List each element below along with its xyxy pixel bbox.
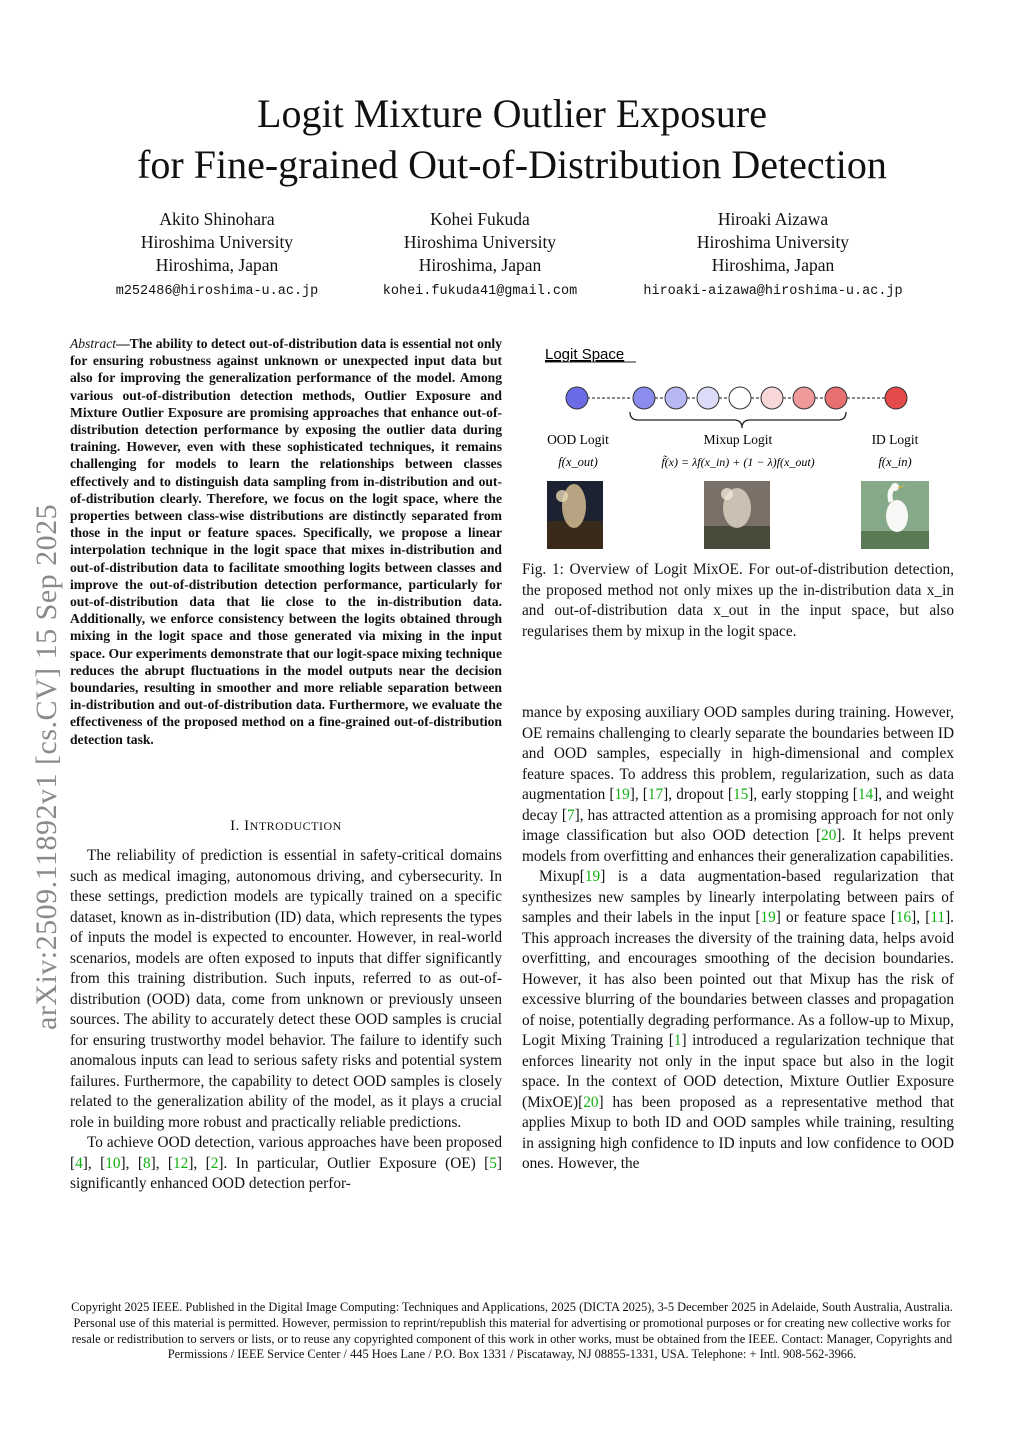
id-logit-label: ID Logit (871, 432, 919, 447)
title-line-2: for Fine-grained Out-of-Distribution Detection (137, 142, 887, 187)
citation-link[interactable]: 19 (584, 868, 601, 885)
author-location: Hiroshima, Japan (155, 255, 279, 275)
author-affiliation: Hiroshima University (403, 232, 557, 252)
citation-link[interactable]: 14 (857, 786, 874, 803)
intro-paragraph-2: To achieve OOD detection, various approaches have been proposed [4], [10], [8], [12], [2]. In particular, Outlier Exposure (OE) [5] significantly enhanced OOD detection perfor- (70, 1134, 502, 1192)
author-location: Hiroshima, Japan (418, 255, 542, 275)
author-name: Kohei Fukuda (430, 209, 530, 229)
logit-circle (566, 387, 588, 409)
logit-circle (665, 387, 687, 409)
author-name: Hiroaki Aizawa (717, 209, 829, 229)
abstract-text: The ability to detect out-of-distribution data is essential not only for ensuring robustness against unknown or unexpected input data but also for improving the generalization performance of the model. Among various out-of-distribution detection methods, Outlier Exposure and Mixture Outlier Exposure are promising approaches that enhance out-of-distribution detection performance by exposing the outlier data during training. However, even with these sophisticated techniques, it remains challenging for models to learn the relationships between classes effectively and to distinguish data sampling from in-distribution and out-of-distribution clearly. Therefore, we focus on the logit space, where the properties between class-wise distributions are distinctly separated from those in the input or feature spaces. Specifically, we propose a linear interpolation technique in the logit space that mixes in-distribution and out-of-distribution data to facilitate smoothing logits between classes and improve the out-of-distribution detection performance, particularly for out-of-distribution data that lie close to the in-distribution data. Additionally, we enforce consistency between the logits obtained through mixing in the logit space and those generated via mixing in the input space. Our experiments demonstrate that our logit-space mixing technique reduces the abrupt fluctuations in the model outputs near the decision boundaries, resulting in smoother and more reliable separation between in-distribution and out-of-distribution data. Furthermore, we evaluate the effectiveness of the proposed method on a fine-grained out-of-distribution detection task. (70, 336, 502, 747)
logit-circle (825, 387, 847, 409)
author-3 (618, 208, 928, 303)
figure-1-logit-space (522, 336, 954, 554)
arxiv-identifier: arXiv:2509.11892v1 [cs.CV] 15 Sep 2025 (30, 503, 63, 1030)
citation-link[interactable]: 11 (930, 909, 946, 926)
id-formula: f(x_in) (878, 455, 912, 469)
copyright-notice: Copyright 2025 IEEE. Published in the Digital Image Computing: Techniques and Applications, 2025 (DICTA 2025), 3-5 December 2025 in Adelaide, South Australia, Australia. Personal use of this material is permitted. However, permission to reprint/republish this material for advertising or promotional purposes or for creating new collective works for resale or redistribution to servers or lists, or to reuse any copyrighted component of this work in other works, must be obtained from the IEEE. Contact: Manager, Copyrights and Permissions / IEEE Service Center / 445 Hoes Lane / P.O. Box 1331 / Piscataway, NJ 08855-1331, USA. Telephone: + Intl. 908-562-3966. (71, 1300, 953, 1362)
ood-formula: f(x_out) (558, 455, 598, 469)
ood-image (547, 481, 603, 549)
author-1 (97, 208, 337, 303)
section-heading-introduction: I. INTRODUCTION (230, 818, 342, 834)
citation-link[interactable]: 5 (489, 1154, 497, 1172)
mixup-formula: f̃(x) = λf(x_in) + (1 − λ)f(x_out) (661, 455, 815, 469)
abstract-label: Abstract (70, 336, 117, 351)
citation-link[interactable]: 15 (732, 786, 749, 803)
intro-paragraph-4: Mixup[19] is a data augmentation-based regularization that synthesizes new samples by linearly interpolating between pairs of samples and their labels in the input [19] or feature space [16], [11]. This approach increases the diversity of the training data, helps avoid overfitting, and encourages smoothing of the decision boundaries. However, it has also been pointed out that Mixup has the risk of excessive blurring of the boundaries between classes and propagation of noise, potentially degrading performance. As a follow-up to Mixup, Logit Mixing Training [1] introduced a regularization technique that enforces linearity not only in the input space but also in the logit space. In the context of OOD detection, Mixture Outlier Exposure (MixOE)[20] has been proposed as a representative method that applies Mixup to both ID and OOD samples while training, resulting in assigning high confidence to ID inputs and low confidence to OOD ones. However, the (522, 868, 954, 1172)
intro-paragraph-1: The reliability of prediction is essential in safety-critical domains such as medical imaging, autonomous driving, and cybersecurity. In these settings, prediction models are typically trained on a specific dataset, known as in-distribution (ID) data, which represents the types of inputs the model is expected to encounter. However, in real-world scenarios, models are often exposed to inputs that differ significantly from this training distribution. Such inputs, referred to as out-of-distribution (OOD) data, come from unknown or previously unseen sources. The ability to accurately detect these OOD samples is crucial for ensuring trustworthy model behavior. The failure to identify such anomalous inputs can lead to serious safety risks and potential system failures. Furthermore, the capability to detect OOD samples is closely related to the generalization ability of the model, as it plays a crucial role in building more robust and practically reliable predictions. (70, 847, 502, 1131)
logit-circle (761, 387, 783, 409)
id-image (861, 481, 929, 549)
caption-label: Fig. 1: (522, 561, 564, 578)
citation-link[interactable]: 8 (142, 1154, 151, 1172)
intro-paragraph-3: mance by exposing auxiliary OOD samples during training. However, OE remains challenging to clearly separate the boundaries between ID and OOD samples, especially in high-dimensional and complex feature spaces. To address this problem, regularization, such as data augmentation [19], [17], dropout [15], early stopping [14], and weight decay [7], has attracted attention as a promising approach for not only image classification but also OOD detection [20]. It helps prevent models from overfitting and enhances their generalization capabilities. (522, 704, 954, 865)
logit-circle (729, 387, 751, 409)
mixup-image (704, 481, 770, 549)
mixup-brace (630, 412, 846, 428)
figure-title: Logit Space (545, 346, 625, 363)
citation-link[interactable]: 1 (673, 1032, 682, 1049)
citation-link[interactable]: 10 (105, 1154, 121, 1172)
introduction-right-column (522, 703, 954, 1175)
ood-logit-label: OOD Logit (547, 432, 609, 447)
paper-title (0, 88, 1024, 190)
author-2 (360, 208, 600, 303)
figure-1-caption (522, 560, 954, 642)
caption-text: Overview of Logit MixOE. For out-of-distribution detection, the proposed method not only mixes up the in-distribution data x_in and out-of-distribution data x_out in the input space, but also regularises them by mixup in the logit space. (522, 561, 955, 640)
author-email[interactable]: m252486@hiroshima-u.ac.jp (115, 284, 319, 299)
mixup-logit-label: Mixup Logit (703, 432, 773, 447)
citation-link[interactable]: 17 (647, 786, 664, 803)
citation-link[interactable]: 20 (821, 827, 837, 844)
logit-circle (633, 387, 655, 409)
logit-circle (885, 387, 907, 409)
citation-link[interactable]: 7 (566, 806, 575, 824)
title-line-1: Logit Mixture Outlier Exposure (257, 91, 767, 136)
author-affiliation: Hiroshima University (140, 232, 294, 252)
logit-circle (793, 387, 815, 409)
citation-link[interactable]: 4 (75, 1154, 83, 1172)
author-location: Hiroshima, Japan (711, 255, 835, 275)
logit-circle (697, 387, 719, 409)
citation-link[interactable]: 19 (614, 786, 630, 803)
introduction-left-column (70, 846, 502, 1195)
citation-link[interactable]: 16 (895, 909, 912, 926)
author-email[interactable]: kohei.fukuda41@gmail.com (382, 284, 578, 299)
citation-link[interactable]: 20 (583, 1093, 599, 1111)
citation-link[interactable]: 2 (210, 1154, 219, 1172)
citation-link[interactable]: 12 (173, 1154, 189, 1172)
author-name: Akito Shinohara (159, 209, 275, 229)
citation-link[interactable]: 19 (760, 909, 776, 926)
abstract: Abstract—The ability to detect out-of-distribution data is essential not only for ensuring robustness against unknown or unexpected input data but also for improving the generalization performance of the model. Among various out-of-distribution detection methods, Outlier Exposure and Mixture Outlier Exposure are promising approaches that enhance out-of-distribution detection performance by exposing the outlier data during training. However, even with these sophisticated techniques, it remains challenging for models to learn the relationships between classes effectively and to distinguish data sampling from in-distribution and out-of-distribution clearly. Therefore, we focus on the logit space, where the properties between class-wise distributions are distinctly separated from those in the input or feature spaces. Specifically, we propose a linear interpolation technique in the logit space that mixes in-distribution and out-of-distribution data to facilitate smoothing logits between classes and improve the out-of-distribution detection performance, particularly for out-of-distribution data that lie close to the in-distribution data. Additionally, we enforce consistency between the logits obtained through mixing in the logit space and those generated via mixing in the input space. Our experiments demonstrate that our logit-space mixing technique reduces the abrupt fluctuations in the model outputs near the decision boundaries, resulting in smoother and more reliable separation between in-distribution and out-of-distribution data. Furthermore, we evaluate the effectiveness of the proposed method on a fine-grained out-of-distribution detection task. (70, 336, 502, 747)
author-email[interactable]: hiroaki-aizawa@hiroshima-u.ac.jp (643, 284, 903, 299)
author-affiliation: Hiroshima University (696, 232, 850, 252)
